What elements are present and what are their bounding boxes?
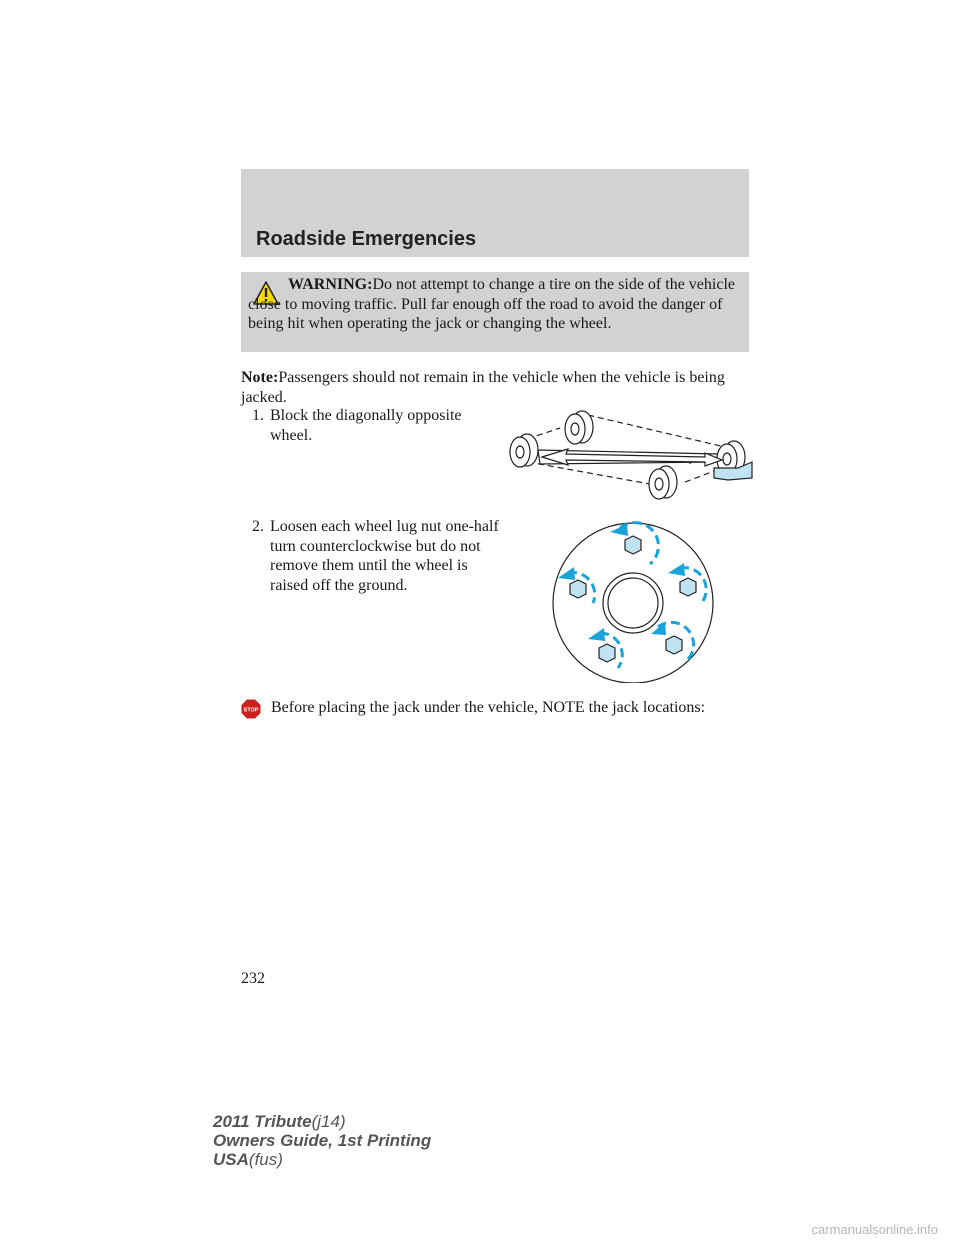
footer-line-2: Owners Guide, 1st Printing [213, 1131, 432, 1150]
lug-nut-icon [680, 578, 696, 596]
step-1 [252, 406, 502, 445]
step-text: Block the diagonally opposite wheel. [270, 407, 462, 444]
stop-sign-icon [241, 699, 261, 719]
section-title: Roadside Emergencies [256, 228, 477, 250]
note-body: Passengers should not remain in the vehicle when the vehicle is being jacked. [241, 369, 725, 406]
print-footer [213, 1112, 431, 1169]
page-number: 232 [241, 970, 265, 987]
step-text: Loosen each wheel lug nut one-half turn counterclockwise but do not remove them until the wheel is raised off the ground. [270, 518, 499, 594]
lug-nut-icon [599, 644, 615, 662]
section-header [241, 169, 749, 257]
warning-body: Do not attempt to change a tire on the side of the vehicle close to moving traffic. Pull far enough off the road to avoid the danger of being hit when operating the jack or changing the wheel. [248, 276, 735, 332]
footer-line-1: 2011 Tribute(j14) [213, 1112, 346, 1131]
svg-text:STOP: STOP [243, 707, 259, 714]
lug-nut-icon [666, 636, 682, 654]
step-number: 2. [252, 518, 264, 535]
lug-nut-icon [570, 580, 586, 598]
lug-nut-diagram [548, 518, 718, 683]
step-number: 1. [252, 407, 264, 424]
lug-nut-icon [625, 536, 641, 554]
warning-label: WARNING: [288, 276, 373, 293]
wheel-block-diagram [500, 402, 755, 507]
note-label: Note: [241, 369, 279, 386]
stop-note-text: Before placing the jack under the vehicle, NOTE the jack locations: [271, 699, 706, 716]
footer-line-3: USA(fus) [213, 1150, 283, 1169]
warning-text [248, 275, 744, 334]
step-2 [252, 517, 502, 595]
watermark: carmanualsonline.info [811, 1222, 938, 1237]
